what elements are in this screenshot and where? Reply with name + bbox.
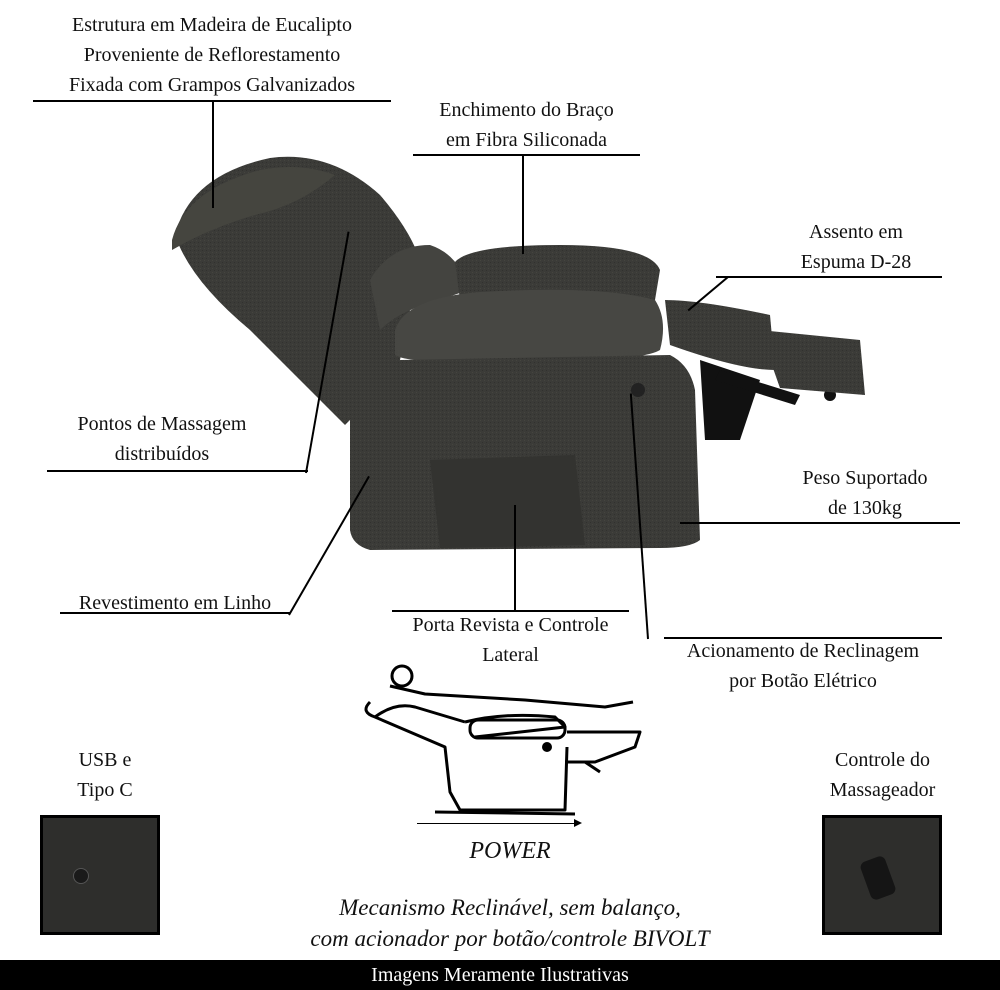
- power-label: POWER: [469, 838, 551, 864]
- leader-line: [212, 100, 214, 208]
- seat-cushion: [395, 290, 663, 363]
- footrest-extension: [760, 330, 865, 395]
- remote-control-icon: [859, 855, 897, 901]
- label-porta: Porta Revista e Controle Lateral: [412, 614, 609, 666]
- leader-line: [522, 154, 524, 254]
- footer-banner: Imagens Meramente Ilustrativas: [0, 960, 1000, 990]
- footrest: [665, 300, 775, 370]
- label-peso: Peso Suportado de 130kg: [802, 467, 928, 519]
- reclining-diagram: [355, 662, 655, 832]
- label-estrutura: Estrutura em Madeira de Eucalipto Proveniente de Reflorestamento Fixada com Grampos Galvanizados: [68, 14, 356, 96]
- power-arrow: [417, 823, 577, 824]
- label-controle: Controle do Massageador: [829, 749, 936, 801]
- mechanism-text: Mecanismo Reclinável, sem balanço, com acionador por botão/controle BIVOLT: [310, 895, 710, 951]
- arrow-head-icon: [574, 819, 582, 827]
- label-usb: USB e Tipo C: [77, 749, 133, 801]
- massage-control-image: [822, 815, 942, 935]
- usb-port-icon: [73, 868, 89, 884]
- leader-line: [514, 505, 516, 611]
- label-enchimento: Enchimento do Braço em Fibra Siliconada: [439, 99, 614, 151]
- usb-port-image: [40, 815, 160, 935]
- label-revestimento: Revestimento em Linho: [78, 592, 272, 614]
- magazine-pocket: [430, 455, 585, 548]
- leader-line: [47, 470, 308, 472]
- label-assento: Assento em Espuma D-28: [800, 221, 912, 273]
- label-pontos: Pontos de Massagem distribuídos: [77, 413, 247, 465]
- recline-button-shape: [631, 383, 645, 397]
- label-acionamento: Acionamento de Reclinagem por Botão Elétrico: [686, 640, 920, 692]
